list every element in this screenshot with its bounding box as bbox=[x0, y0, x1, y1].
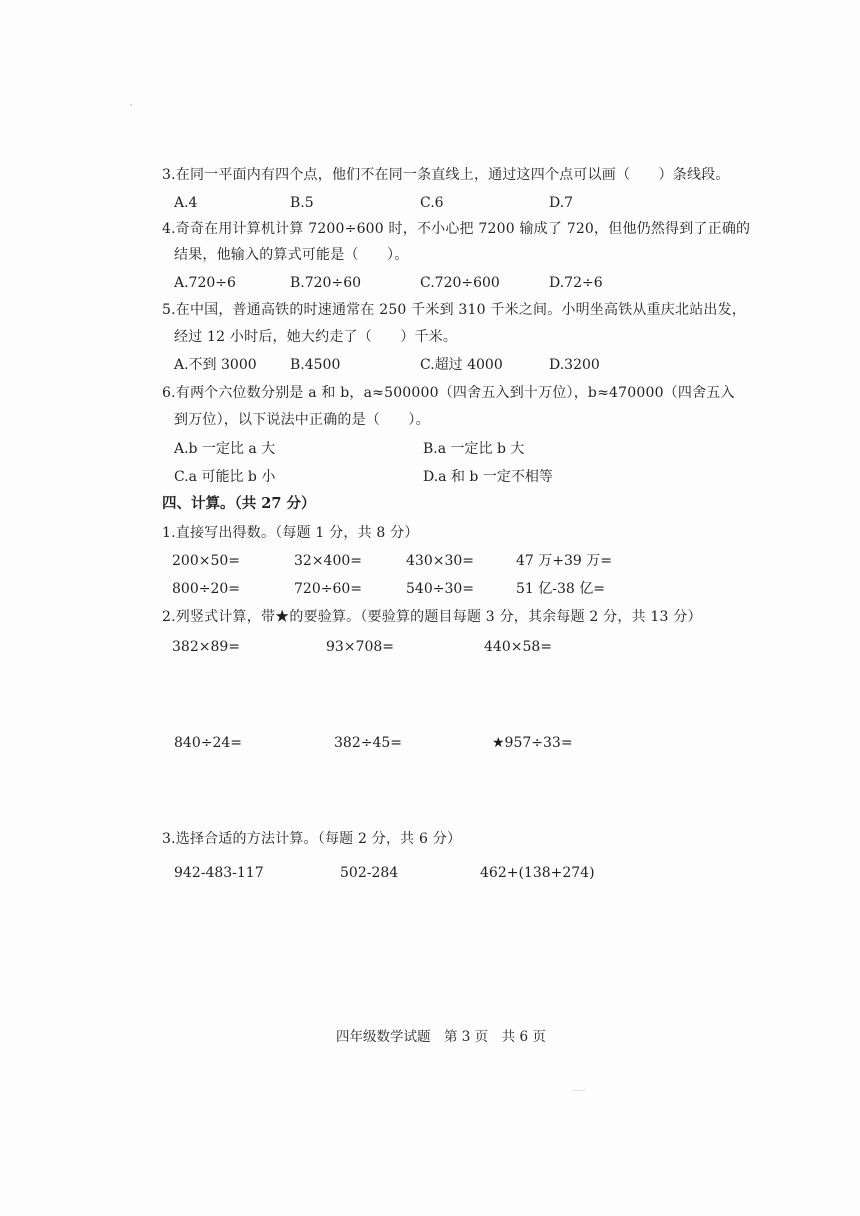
oral-calc-item: 720÷60= bbox=[294, 581, 362, 597]
oral-calc-item: 32×400= bbox=[294, 553, 362, 569]
vertical-calc-item: 840÷24= bbox=[174, 735, 242, 751]
part-1-title: 1.直接写出得数。（每题 1 分，共 8 分） bbox=[162, 525, 419, 541]
scan-speck bbox=[572, 1090, 586, 1091]
method-calc-item: 462+(138+274) bbox=[480, 865, 595, 881]
page-footer: 四年级数学试题 第 3 页 共 6 页 bbox=[336, 1029, 546, 1045]
oral-calc-item: 47 万+39 万= bbox=[516, 553, 612, 569]
vertical-calc-item: 440×58= bbox=[484, 639, 552, 655]
question-3-option-c: C.6 bbox=[420, 195, 444, 211]
vertical-calc-item: 382×89= bbox=[172, 639, 240, 655]
oral-calc-item: 540÷30= bbox=[406, 581, 474, 597]
question-5-option-d: D.3200 bbox=[549, 357, 600, 373]
oral-calc-item: 51 亿-38 亿= bbox=[516, 581, 605, 597]
question-4-option-c: C.720÷600 bbox=[420, 275, 500, 291]
question-3-option-a: A.4 bbox=[174, 195, 198, 211]
question-3-option-b: B.5 bbox=[290, 195, 314, 211]
question-3-stem: 3.在同一平面内有四个点，他们不在同一条直线上，通过这四个点可以画（ ）条线段。 bbox=[162, 167, 730, 183]
question-5-stem-line1: 5.在中国，普通高铁的时速通常在 250 千米到 310 千米之间。小明坐高铁从重庆北站出发， bbox=[162, 302, 746, 318]
question-4-option-b: B.720÷60 bbox=[290, 275, 362, 291]
question-3-option-d: D.7 bbox=[549, 195, 574, 211]
vertical-calc-item: 382÷45= bbox=[334, 735, 402, 751]
question-6-option-c: C.a 可能比 b 小 bbox=[174, 469, 276, 485]
question-6-stem-line1: 6.有两个六位数分别是 a 和 b，a≈500000（四舍五入到十万位），b≈470000（四舍五入 bbox=[162, 385, 735, 401]
method-calc-item: 502-284 bbox=[340, 865, 399, 881]
question-5-option-c: C.超过 4000 bbox=[420, 357, 503, 373]
method-calc-item: 942-483-117 bbox=[174, 865, 264, 881]
question-6-option-d: D.a 和 b 一定不相等 bbox=[423, 469, 553, 485]
oral-calc-item: 800÷20= bbox=[172, 581, 240, 597]
part-3-title: 3.选择合适的方法计算。（每题 2 分，共 6 分） bbox=[162, 831, 462, 847]
section-4-title: 四、计算。（共 27 分） bbox=[162, 495, 316, 512]
question-6-option-b: B.a 一定比 b 大 bbox=[423, 441, 525, 457]
vertical-calc-item: 93×708= bbox=[326, 639, 394, 655]
vertical-calc-item-starred: ★957÷33= bbox=[492, 735, 573, 751]
oral-calc-item: 200×50= bbox=[172, 553, 240, 569]
question-5-option-b: B.4500 bbox=[290, 357, 341, 373]
question-5-option-a: A.不到 3000 bbox=[174, 357, 257, 373]
question-4-option-d: D.72÷6 bbox=[549, 275, 603, 291]
question-4-stem-line1: 4.奇奇在用计算机计算 7200÷600 时，不小心把 7200 输成了 720，但他仍然得到了正确的 bbox=[162, 221, 751, 237]
part-2-title: 2.列竖式计算，带★的要验算。（要验算的题目每题 3 分，其余每题 2 分，共 13 分） bbox=[162, 609, 702, 625]
scan-speck bbox=[130, 104, 132, 106]
question-4-stem-line2: 结果，他输入的算式可能是（ ）。 bbox=[174, 247, 409, 263]
question-4-option-a: A.720÷6 bbox=[174, 275, 236, 291]
question-6-stem-line2: 到万位），以下说法中正确的是（ ）。 bbox=[174, 412, 430, 428]
question-5-stem-line2: 经过 12 小时后，她大约走了（ ）千米。 bbox=[174, 329, 458, 345]
oral-calc-item: 430×30= bbox=[406, 553, 474, 569]
question-6-option-a: A.b 一定比 a 大 bbox=[174, 441, 276, 457]
